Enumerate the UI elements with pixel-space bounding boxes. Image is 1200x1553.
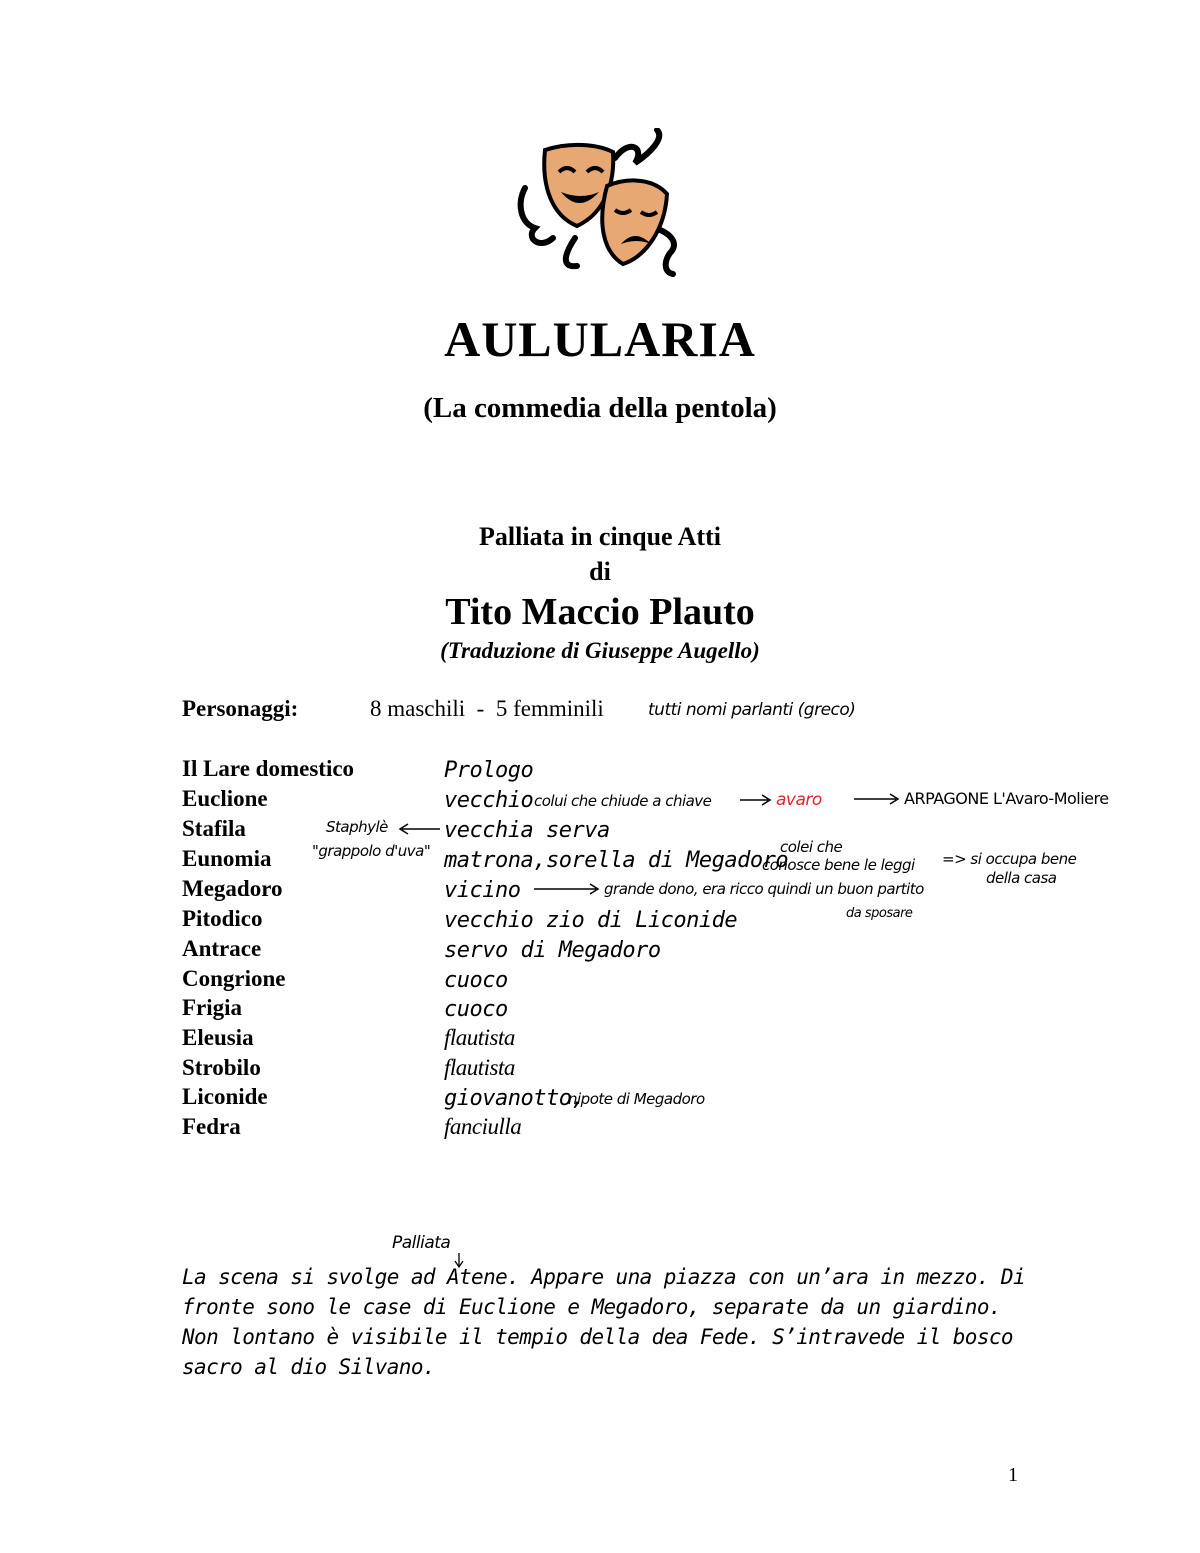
character-role: cuoco — [444, 997, 508, 1022]
theatre-masks-icon — [515, 128, 685, 278]
author-name: Tito Maccio Plauto — [445, 591, 755, 633]
character-name: Frigia — [182, 995, 243, 1020]
character-role: servo di Megadoro — [444, 938, 661, 963]
character-name: Congrione — [182, 966, 286, 991]
annotation-eunomia-1: colei che — [780, 838, 843, 856]
character-name: Stafila — [182, 816, 246, 841]
annotation-liconide: nipote di Megadoro — [568, 1090, 705, 1108]
character-role: vicino — [444, 878, 521, 903]
character-role: cuoco — [444, 968, 508, 993]
by-line: di — [589, 557, 611, 586]
character-name: Megadoro — [182, 876, 283, 901]
character-name: Strobilo — [182, 1055, 261, 1080]
annotation-staphyle: Staphylè — [326, 818, 388, 836]
character-name: Pitodico — [182, 906, 263, 931]
scene-description: La scena si svolge ad Atene. Appare una piazza con un’ara in mezzo. Di fronte sono le case di Euclione e Megadoro, separate da un giardino. Non lontano è visibile il tempio della dea Fede. S’intravede il bosco sacro al dio Silvano. — [182, 1265, 1026, 1379]
character-role: flautista — [444, 1055, 515, 1080]
arrow-right-icon — [738, 793, 774, 807]
annotation-euclione: colui che chiude a chiave — [534, 792, 712, 810]
character-role: vecchio — [444, 788, 534, 813]
genre-line: Palliata in cinque Atti — [479, 522, 721, 551]
arrow-left-icon — [396, 822, 442, 836]
document-subtitle: (La commedia della pentola) — [423, 392, 777, 424]
arrow-right-icon — [852, 792, 902, 806]
character-name: Antrace — [182, 936, 262, 961]
page-number: 1 — [1008, 1464, 1018, 1486]
annotation-megadoro: grande dono, era ricco quindi un buon partito — [604, 880, 924, 898]
annotation-megadoro-2: da sposare — [846, 906, 913, 921]
character-role: fanciulla — [444, 1114, 522, 1139]
annotation-grappolo: "grappolo d'uva" — [312, 842, 431, 860]
annotation-arpagone: ARPAGONE L'Avaro-Moliere — [904, 789, 1109, 808]
character-name: Liconide — [182, 1084, 268, 1109]
character-name: Fedra — [182, 1114, 241, 1139]
character-role: vecchia serva — [444, 818, 610, 843]
personaggi-count: 8 maschili - 5 femminili — [370, 696, 604, 721]
document-title: AULULARIA — [444, 311, 756, 367]
character-name: Eleusia — [182, 1025, 254, 1050]
translator-line: (Traduzione di Giuseppe Augello) — [440, 638, 760, 663]
character-name: Eunomia — [182, 846, 272, 871]
arrow-right-icon — [532, 882, 602, 896]
annotation-eunomia-4: della casa — [986, 869, 1057, 887]
annotation-eunomia-3: => si occupa bene — [942, 850, 1077, 868]
personaggi-label: Personaggi: — [182, 696, 299, 721]
annotation-eunomia-2: conosce bene le leggi — [762, 856, 915, 874]
character-role: giovanotto, — [444, 1086, 585, 1111]
handwritten-note-personaggi: tutti nomi parlanti (greco) — [648, 700, 856, 720]
character-role: vecchio zio di Liconide — [444, 908, 738, 933]
annotation-avaro: avaro — [776, 790, 822, 810]
character-role: flautista — [444, 1025, 515, 1050]
character-name: Il Lare domestico — [182, 756, 355, 781]
character-role: Prologo — [444, 758, 534, 783]
annotation-palliata: Palliata — [392, 1233, 451, 1253]
character-name: Euclione — [182, 786, 268, 811]
character-role: matrona,sorella di Megadoro — [444, 848, 789, 873]
